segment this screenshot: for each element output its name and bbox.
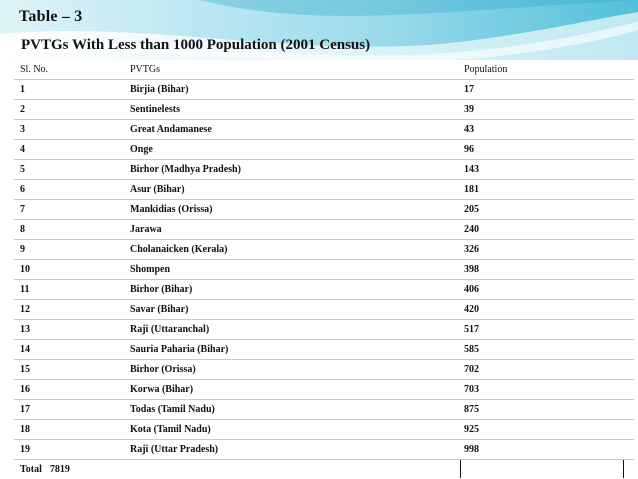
empty-cell — [458, 460, 634, 479]
population-cell: 17 — [458, 80, 634, 100]
sl-no-cell: 16 — [14, 380, 124, 400]
population-cell: 181 — [458, 180, 634, 200]
population-cell: 398 — [458, 260, 634, 280]
pvtg-name-cell: Asur (Bihar) — [124, 180, 458, 200]
table-row — [14, 140, 634, 160]
sl-no-cell: 11 — [14, 280, 124, 300]
population-cell: 96 — [458, 140, 634, 160]
table-row — [14, 440, 634, 460]
sl-no-cell: 18 — [14, 420, 124, 440]
sl-no-cell: 14 — [14, 340, 124, 360]
sl-no-cell: 8 — [14, 220, 124, 240]
total-cell — [14, 460, 124, 479]
population-cell: 702 — [458, 360, 634, 380]
sl-no-cell: 4 — [14, 140, 124, 160]
pvtg-name-cell: Jarawa — [124, 220, 458, 240]
pvtg-name-cell: Shompen — [124, 260, 458, 280]
slide-subtitle: PVTGs With Less than 1000 Population (2001 Census) — [21, 37, 371, 53]
total-value: 7819 — [49, 464, 70, 475]
table-row — [14, 220, 634, 240]
population-cell: 39 — [458, 100, 634, 120]
population-cell: 925 — [458, 420, 634, 440]
table-row — [14, 80, 634, 100]
sl-no-cell: 3 — [14, 120, 124, 140]
sl-no-cell: 2 — [14, 100, 124, 120]
pvtg-name-cell: Korwa (Bihar) — [124, 380, 458, 400]
sl-no-cell: 6 — [14, 180, 124, 200]
population-cell: 326 — [458, 240, 634, 260]
table-row — [14, 180, 634, 200]
population-cell: 420 — [458, 300, 634, 320]
population-cell: 703 — [458, 380, 634, 400]
empty-cell — [124, 460, 458, 479]
sl-no-cell: 7 — [14, 200, 124, 220]
sl-no-cell: 10 — [14, 260, 124, 280]
pvtg-name-cell: Cholanaicken (Kerala) — [124, 240, 458, 260]
table-row — [14, 200, 634, 220]
population-cell: 517 — [458, 320, 634, 340]
sl-no-cell: 13 — [14, 320, 124, 340]
pvtg-name-cell: Sentinelests — [124, 100, 458, 120]
population-cell: 406 — [458, 280, 634, 300]
pvtg-name-cell: Birjia (Bihar) — [124, 80, 458, 100]
table-row — [14, 380, 634, 400]
pvtg-name-cell: Raji (Uttaranchal) — [124, 320, 458, 340]
pvtg-name-cell: Birhor (Madhya Pradesh) — [124, 160, 458, 180]
sl-no-cell: 9 — [14, 240, 124, 260]
pvtg-name-cell: Mankidias (Orissa) — [124, 200, 458, 220]
population-cell: 205 — [458, 200, 634, 220]
sl-no-cell: 15 — [14, 360, 124, 380]
table-row — [14, 320, 634, 340]
sl-no-cell: 1 — [14, 80, 124, 100]
table-row — [14, 100, 634, 120]
table-row — [14, 240, 634, 260]
pvtg-name-cell: Sauria Paharia (Bihar) — [124, 340, 458, 360]
pvtg-name-cell: Todas (Tamil Nadu) — [124, 400, 458, 420]
sl-no-cell: 19 — [14, 440, 124, 460]
pvtg-name-cell: Great Andamanese — [124, 120, 458, 140]
population-cell: 585 — [458, 340, 634, 360]
table-header-row — [14, 60, 634, 80]
table-row — [14, 400, 634, 420]
table-row — [14, 360, 634, 380]
sl-no-cell: 12 — [14, 300, 124, 320]
pvtg-name-cell: Onge — [124, 140, 458, 160]
slide-title: Table – 3 — [19, 8, 83, 25]
pvtg-name-cell: Savar (Bihar) — [124, 300, 458, 320]
pvtg-table — [14, 60, 634, 479]
population-cell: 43 — [458, 120, 634, 140]
table-row — [14, 260, 634, 280]
header-population: Population — [458, 60, 634, 80]
header-sl-no: Sl. No. — [14, 60, 124, 80]
table-row — [14, 420, 634, 440]
header-pvtgs: PVTGs — [124, 60, 458, 80]
total-label: Total — [20, 464, 42, 475]
divider-line — [460, 460, 461, 478]
table-row — [14, 160, 634, 180]
pvtg-name-cell: Birhor (Bihar) — [124, 280, 458, 300]
population-cell: 998 — [458, 440, 634, 460]
table-row — [14, 120, 634, 140]
divider-line — [623, 460, 624, 478]
pvtg-name-cell: Birhor (Orissa) — [124, 360, 458, 380]
table-row — [14, 300, 634, 320]
pvtg-name-cell: Kota (Tamil Nadu) — [124, 420, 458, 440]
table-row — [14, 340, 634, 360]
population-cell: 143 — [458, 160, 634, 180]
sl-no-cell: 17 — [14, 400, 124, 420]
total-row — [14, 460, 634, 479]
population-cell: 240 — [458, 220, 634, 240]
pvtg-name-cell: Raji (Uttar Pradesh) — [124, 440, 458, 460]
population-cell: 875 — [458, 400, 634, 420]
table-row — [14, 280, 634, 300]
sl-no-cell: 5 — [14, 160, 124, 180]
